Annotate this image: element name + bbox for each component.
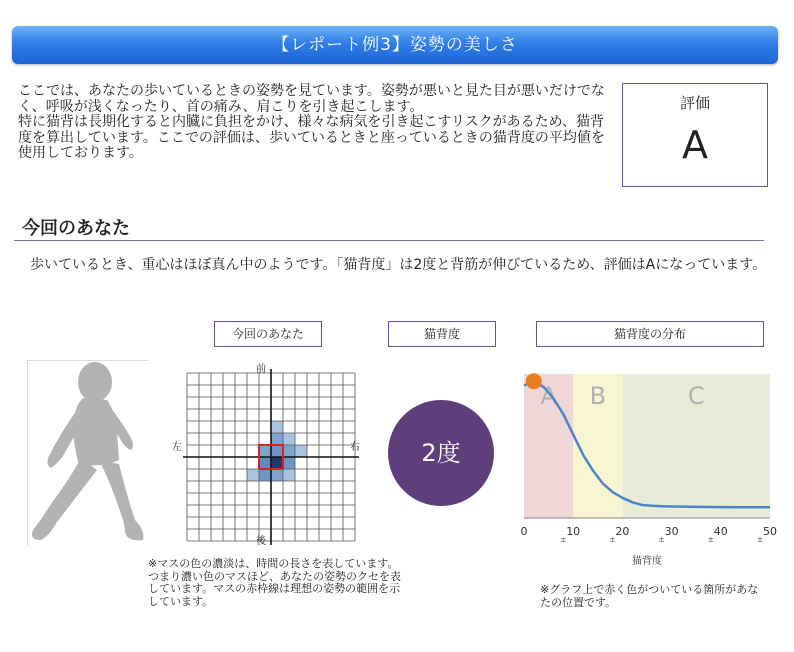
chart-note: ※グラフ上で赤く色がついている箇所があなたの位置です。 [540, 583, 759, 609]
grid-note: ※マスの色の濃淡は、時間の長さを表しています。つまり濃い色のマスほど、あなたの姿勢のクセを表しています。マスの赤枠線は理想の姿勢の範囲を示しています。 [148, 557, 401, 608]
x-tick-label: 10 [566, 525, 581, 538]
x-tick-mark: ± [559, 535, 567, 544]
grid-cell-shaded [259, 445, 271, 457]
page-title-banner [12, 26, 778, 64]
grid-cell-shaded [259, 469, 271, 481]
evaluation-label: 評価 [679, 94, 710, 112]
walking-person-image [27, 360, 149, 546]
grid-label-right: 右 [350, 442, 360, 453]
x-tick-label: 20 [615, 525, 630, 538]
posture-grid-svg [172, 360, 362, 545]
grid-cell-shaded [271, 433, 283, 445]
intro-paragraph-1: ここでは、あなたの歩いているときの姿勢を見ています。姿勢が悪いと見た目が悪いだけでなく、呼吸が浅くなったり、首の痛み、肩こりを引き起こします。 [18, 83, 605, 115]
grid-cell-shaded [247, 469, 259, 481]
x-tick-mark: ± [756, 535, 764, 544]
grid-cell-shaded [271, 457, 283, 469]
distribution-chart-svg [512, 368, 788, 578]
x-tick-label: 0 [520, 525, 528, 538]
x-axis-label: 猫背度 [632, 556, 662, 567]
panel-label-distribution: 猫背度の分布 [536, 321, 764, 347]
intro-paragraph-2: 特に猫背は長期化すると内臓に負担をかけ、様々な病気を引き起こすリスクがあるため、猫背度を算出しています。ここでの評価は、歩いているときと座っているときの猫背度の平均値を使用しております。 [18, 114, 605, 162]
hunch-degree-circle [388, 400, 494, 506]
x-tick-label: 50 [763, 525, 777, 538]
grid-cell-shaded [283, 445, 295, 457]
evaluation-box [622, 83, 768, 187]
your-position-marker [526, 373, 542, 389]
x-tick-mark: ± [609, 535, 616, 544]
x-tick-label: 40 [713, 525, 728, 538]
intro-text [18, 84, 608, 162]
panel-label-hunch: 猫背度 [388, 321, 496, 347]
grid-cell-shaded [283, 469, 295, 481]
distribution-chart [512, 368, 788, 578]
grid-cell-shaded [271, 469, 283, 481]
posture-grid [172, 360, 362, 545]
x-tick-label: 30 [664, 525, 679, 538]
panel-label-you: 今回のあなた [214, 321, 322, 347]
hunch-degree-value: 2度 [421, 439, 461, 467]
section-summary: 歩いているとき、重心はほぼ真ん中のようです。「猫背度」は2度と背筋が伸びているため、評価はAになっています。 [30, 257, 767, 273]
grid-cell-shaded [259, 457, 271, 469]
grid-cell-shaded [283, 457, 295, 469]
x-tick-mark: ± [707, 535, 715, 544]
x-tick-mark: ± [658, 535, 665, 544]
grid-cell-shaded [295, 445, 307, 457]
grid-cell-shaded [271, 421, 283, 433]
grid-label-left: 左 [172, 442, 182, 453]
grid-cell-shaded [271, 445, 283, 457]
page-title: 【レポート例3】姿勢の美しさ [272, 35, 518, 55]
section-title: 今回のあなた [22, 218, 130, 239]
zone-label-B: B [589, 382, 607, 410]
section-divider [14, 240, 764, 241]
zone-label-A: A [540, 382, 557, 410]
evaluation-grade: A [682, 123, 708, 167]
grid-cell-shaded [283, 433, 295, 445]
grid-label-back: 後 [256, 536, 266, 547]
zone-label-C: C [687, 382, 705, 410]
grid-label-front: 前 [256, 364, 266, 375]
